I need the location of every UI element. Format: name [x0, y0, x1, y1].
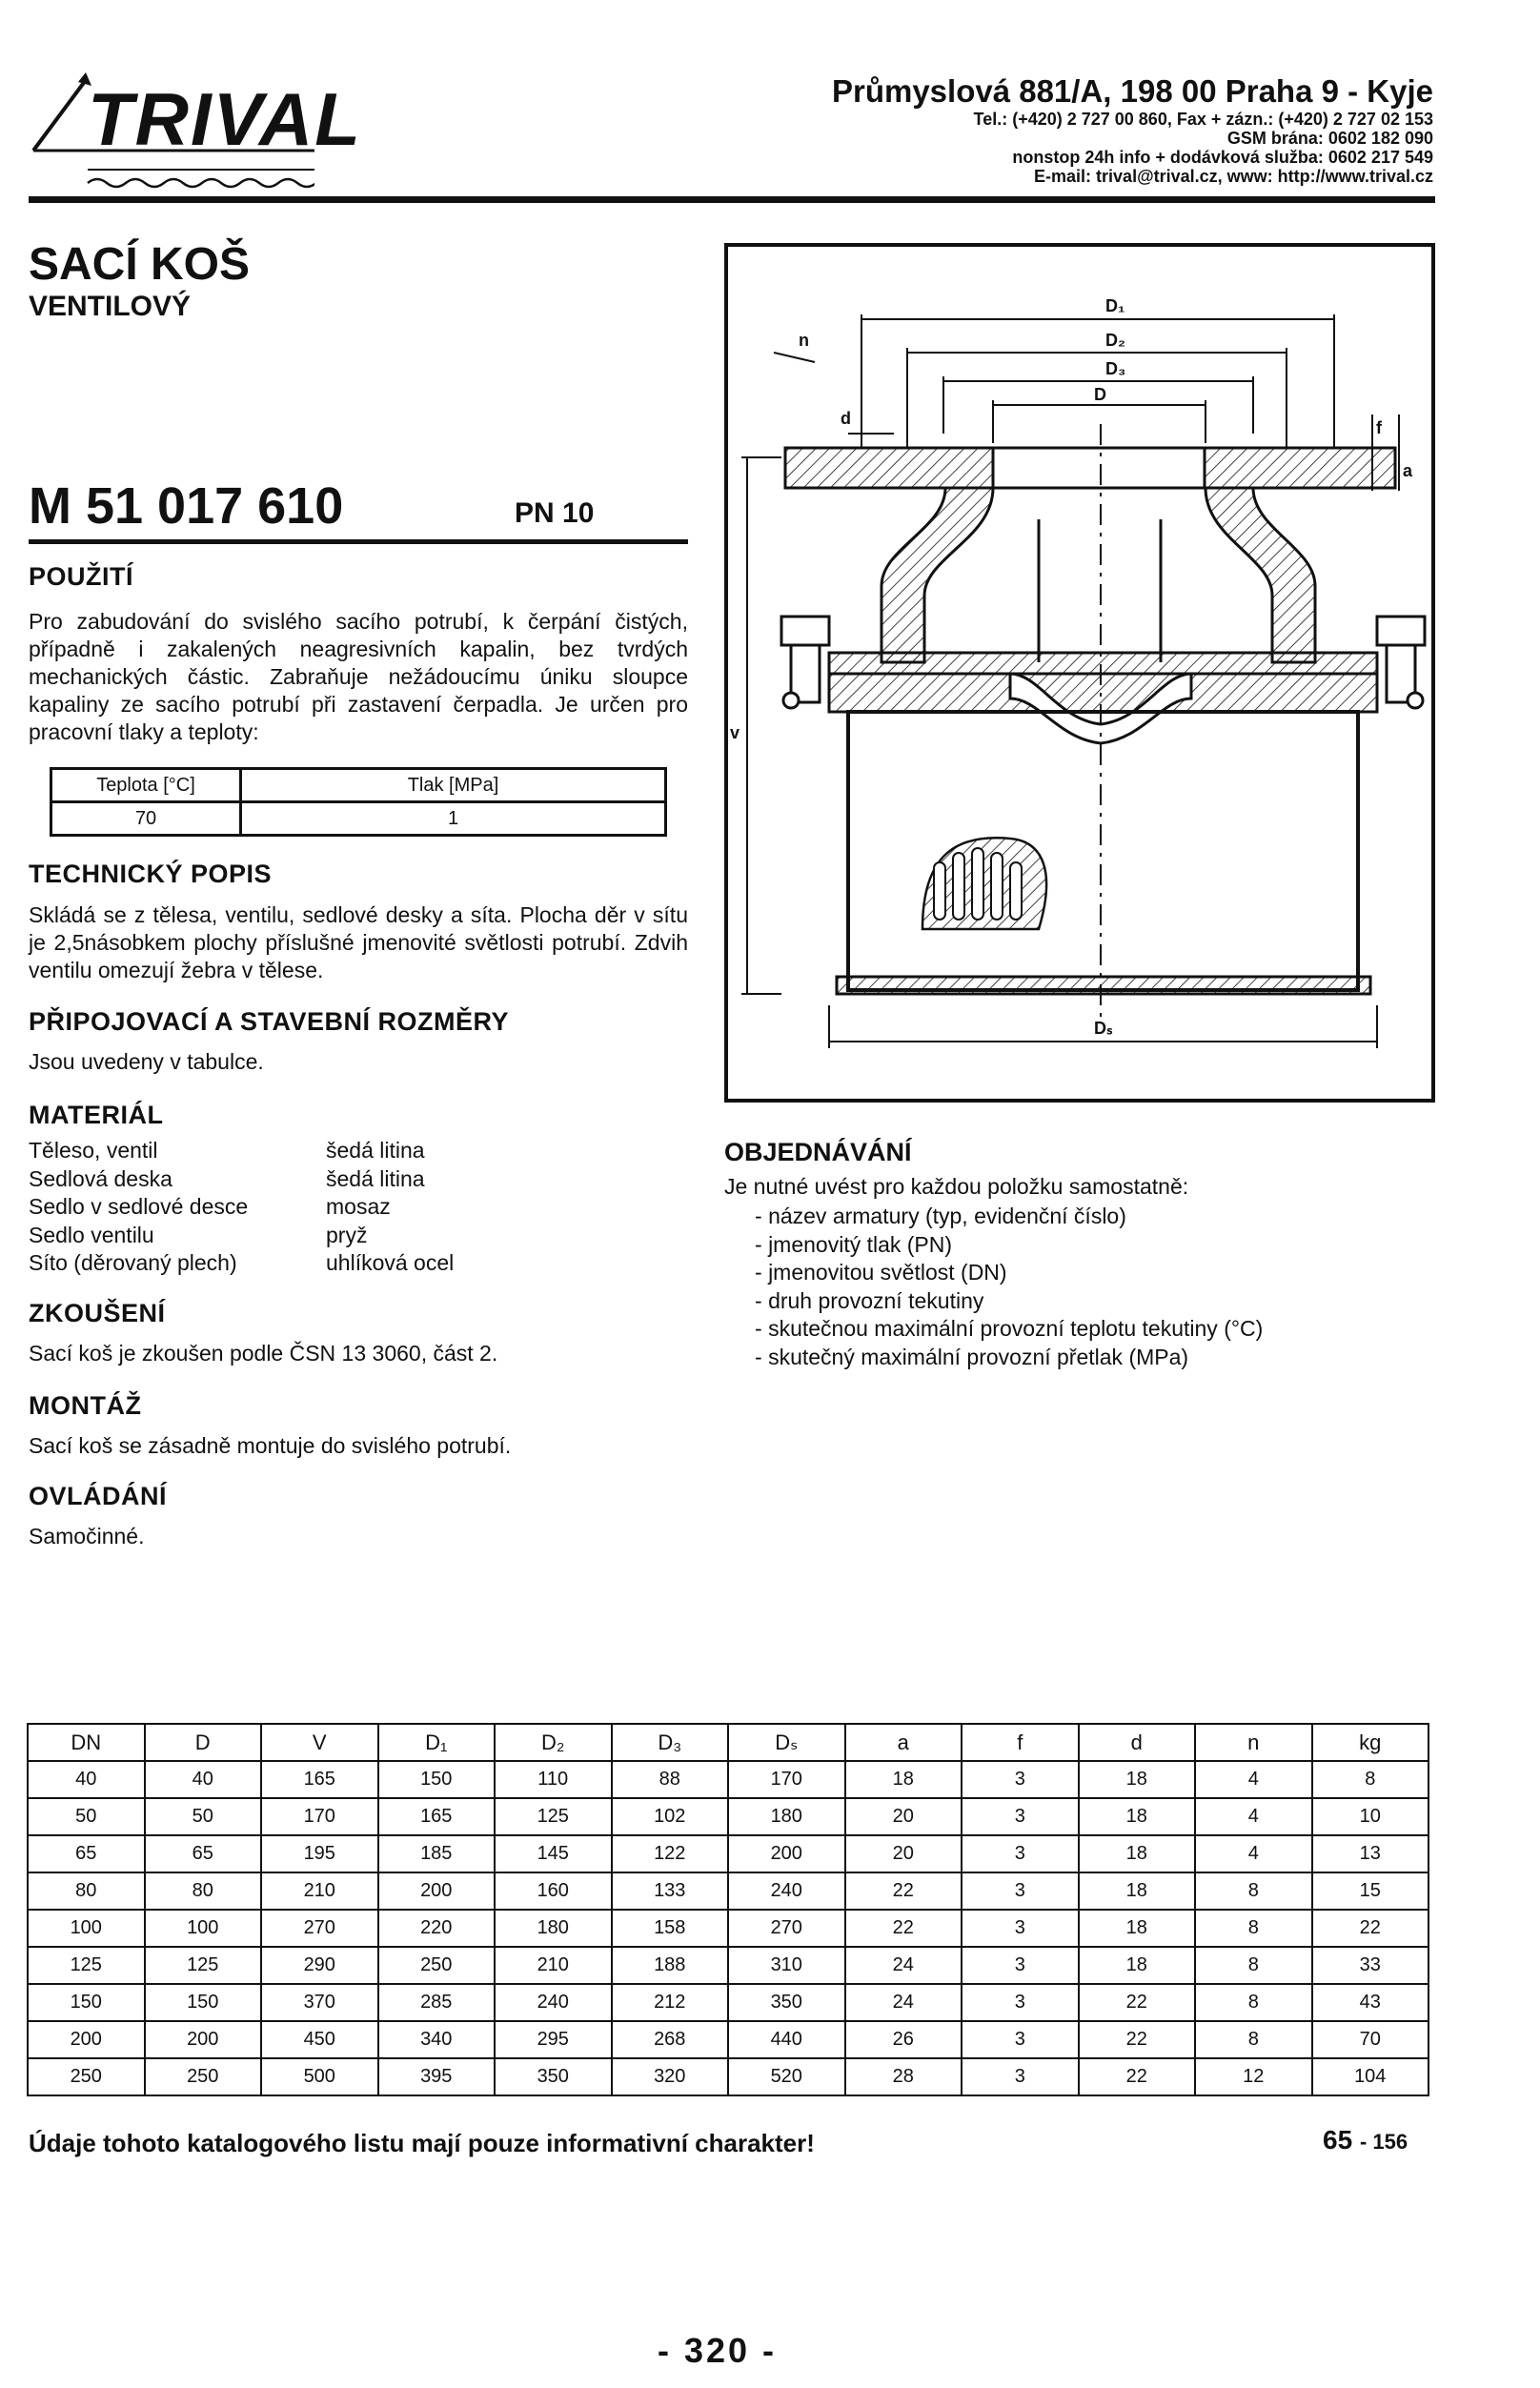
table-cell: 200 — [145, 2021, 262, 2058]
table-cell: 22 — [1079, 2058, 1196, 2095]
table-cell: 320 — [612, 2058, 729, 2095]
table-cell: 180 — [495, 1910, 612, 1947]
table-cell: 165 — [261, 1761, 378, 1798]
dims-header: D — [145, 1724, 262, 1761]
table-cell: 165 — [378, 1798, 496, 1835]
table-cell: 65 — [28, 1835, 145, 1872]
table-cell: 295 — [495, 2021, 612, 2058]
dims-header: f — [962, 1724, 1079, 1761]
table-cell: 20 — [845, 1835, 962, 1872]
material-row: Těleso, ventil šedá litina — [29, 1138, 425, 1163]
table-cell: 102 — [612, 1798, 729, 1835]
table-cell: 18 — [1079, 1835, 1196, 1872]
table-cell: 145 — [495, 1835, 612, 1872]
test-text: Sací koš je zkoušen podle ČSN 13 3060, část 2. — [29, 1341, 498, 1366]
table-cell: 22 — [845, 1872, 962, 1910]
mount-text: Sací koš se zásadně montuje do svislého potrubí. — [29, 1433, 512, 1458]
table-cell: 88 — [612, 1761, 729, 1798]
header-rule — [29, 196, 1435, 203]
table-cell: 340 — [378, 2021, 496, 2058]
table-row — [28, 1984, 1429, 2021]
table-cell: 26 — [845, 2021, 962, 2058]
table-cell: 3 — [962, 2021, 1079, 2058]
use-text: Pro zabudování do svislého sacího potrubí, k čerpání čistých, případně i zakalených neagresivních kapalin, bez tvrdých mechanických částic. Zabraňuje nežádoucímu úniku sloupce kapaliny ze sacího potrubí při zastavení čerpadla. Je určen pro pracovní tlaky a teploty: — [29, 609, 688, 744]
table-cell: 50 — [28, 1798, 145, 1835]
table-cell: 65 — [145, 1835, 262, 1872]
material-row: Síto (děrovaný plech) uhlíková ocel — [29, 1250, 455, 1275]
table-cell: 200 — [378, 1872, 496, 1910]
table-cell: 520 — [728, 2058, 845, 2095]
table-cell: 3 — [962, 1761, 1079, 1798]
table-row — [28, 2058, 1429, 2095]
table-cell: 18 — [1079, 1798, 1196, 1835]
table-cell: 440 — [728, 2021, 845, 2058]
table-cell: 22 — [1312, 1910, 1429, 1947]
table-cell: 125 — [28, 1947, 145, 1984]
table-cell: 40 — [145, 1761, 262, 1798]
table-cell: 3 — [962, 1984, 1079, 2021]
conn-text: Jsou uvedeny v tabulce. — [29, 1049, 264, 1074]
material-heading: MATERIÁL — [29, 1101, 164, 1129]
company-nonstop: nonstop 24h info + dodávková služba: 0602 217 549 — [1012, 148, 1433, 168]
table-cell: 4 — [1195, 1761, 1312, 1798]
pt-temp-value: 70 — [51, 802, 241, 836]
table-cell: 104 — [1312, 2058, 1429, 2095]
order-section — [724, 1139, 1263, 1371]
table-cell: 240 — [728, 1872, 845, 1910]
conn-heading: PŘIPOJOVACÍ A STAVEBNÍ ROZMĚRY — [29, 1007, 510, 1036]
company-logo — [29, 67, 362, 200]
technical-drawing — [724, 243, 1435, 1103]
control-text: Samočinné. — [29, 1524, 145, 1548]
tech-heading: TECHNICKÝ POPIS — [29, 860, 273, 888]
table-row — [28, 1761, 1429, 1798]
dims-header: DN — [28, 1724, 145, 1761]
company-gsm: GSM brána: 0602 182 090 — [1226, 129, 1433, 149]
order-item: - druh provozní tekutiny — [755, 1287, 1263, 1316]
material-list — [29, 1137, 454, 1278]
table-cell: 8 — [1195, 1947, 1312, 1984]
label-v: v — [730, 723, 740, 742]
table-cell: 22 — [845, 1910, 962, 1947]
mount-heading: MONTÁŽ — [29, 1391, 142, 1420]
table-cell: 18 — [1079, 1947, 1196, 1984]
table-cell: 200 — [728, 1835, 845, 1872]
label-d1: D₁ — [1105, 296, 1125, 315]
order-item: - název armatury (typ, evidenční číslo) — [755, 1203, 1263, 1231]
table-row — [28, 1872, 1429, 1910]
material-row: Sedlo ventilu pryž — [29, 1222, 368, 1247]
table-cell: 3 — [962, 2058, 1079, 2095]
table-cell: 188 — [612, 1947, 729, 1984]
product-pn: PN 10 — [515, 497, 595, 529]
tech-text: Skládá se z tělesa, ventilu, sedlové desky a síta. Plocha děr v sítu je 2,5násobkem plochy příslušné jmenovité světlosti potrubí. Zdvih ventilu omezují žebra v tělese. — [29, 902, 688, 982]
contact-block — [832, 74, 1433, 187]
table-cell: 150 — [145, 1984, 262, 2021]
table-cell: 250 — [28, 2058, 145, 2095]
model-rule — [29, 539, 688, 544]
dims-header-row — [28, 1724, 1429, 1761]
table-cell: 33 — [1312, 1947, 1429, 1984]
table-cell: 133 — [612, 1872, 729, 1910]
table-cell: 200 — [28, 2021, 145, 2058]
order-item: - skutečnou maximální provozní teplotu tekutiny (°C) — [755, 1315, 1263, 1344]
label-d: D — [1094, 385, 1106, 404]
table-row — [28, 1835, 1429, 1872]
dims-header: kg — [1312, 1724, 1429, 1761]
table-cell: 15 — [1312, 1872, 1429, 1910]
page-code — [1323, 2125, 1408, 2155]
suction-strainer-drawing-icon — [724, 243, 1435, 1103]
logo-text: TRIVAL — [88, 77, 362, 161]
label-ds: Dₛ — [1094, 1019, 1113, 1038]
table-row — [28, 1910, 1429, 1947]
table-cell: 210 — [495, 1947, 612, 1984]
table-row — [28, 1947, 1429, 1984]
pt-press-value: 1 — [241, 802, 666, 836]
order-item: - jmenovitý tlak (PN) — [755, 1231, 1263, 1260]
table-cell: 8 — [1195, 1910, 1312, 1947]
table-cell: 22 — [1079, 1984, 1196, 2021]
dims-header: a — [845, 1724, 962, 1761]
table-row — [28, 2021, 1429, 2058]
dims-header: D₂ — [495, 1724, 612, 1761]
dims-body — [28, 1761, 1429, 2095]
table-cell: 158 — [612, 1910, 729, 1947]
material-row: Sedlová deska šedá litina — [29, 1165, 425, 1191]
table-cell: 180 — [728, 1798, 845, 1835]
order-heading: OBJEDNÁVÁNÍ — [724, 1138, 912, 1166]
pt-head-press: Tlak [MPa] — [241, 769, 666, 802]
table-cell: 70 — [1312, 2021, 1429, 2058]
page-code-sub: - 156 — [1359, 2130, 1408, 2154]
label-n: n — [799, 331, 809, 350]
dims-header: n — [1195, 1724, 1312, 1761]
table-cell: 8 — [1312, 1761, 1429, 1798]
footer-note: Údaje tohoto katalogového listu mají pouze informativní charakter! — [29, 2129, 815, 2157]
table-cell: 28 — [845, 2058, 962, 2095]
table-cell: 350 — [728, 1984, 845, 2021]
table-cell: 13 — [1312, 1835, 1429, 1872]
table-cell: 12 — [1195, 2058, 1312, 2095]
product-title: SACÍ KOŠ — [29, 239, 251, 290]
table-row — [28, 1798, 1429, 1835]
table-cell: 122 — [612, 1835, 729, 1872]
table-cell: 18 — [1079, 1872, 1196, 1910]
material-row: Sedlo v sedlové desce mosaz — [29, 1194, 391, 1219]
table-cell: 125 — [495, 1798, 612, 1835]
table-cell: 370 — [261, 1984, 378, 2021]
table-cell: 290 — [261, 1947, 378, 1984]
dims-header: d — [1079, 1724, 1196, 1761]
table-cell: 150 — [378, 1761, 496, 1798]
table-cell: 170 — [728, 1761, 845, 1798]
order-item: - jmenovitou světlost (DN) — [755, 1259, 1263, 1287]
dims-header: Dₛ — [728, 1724, 845, 1761]
label-a: a — [1403, 461, 1413, 480]
table-cell: 3 — [962, 1947, 1079, 1984]
table-cell: 250 — [378, 1947, 496, 1984]
table-cell: 24 — [845, 1984, 962, 2021]
table-cell: 210 — [261, 1872, 378, 1910]
table-cell: 170 — [261, 1798, 378, 1835]
table-cell: 150 — [28, 1984, 145, 2021]
dims-header: D₃ — [612, 1724, 729, 1761]
table-cell: 80 — [145, 1872, 262, 1910]
table-cell: 8 — [1195, 2021, 1312, 2058]
table-cell: 18 — [1079, 1761, 1196, 1798]
table-cell: 4 — [1195, 1798, 1312, 1835]
label-small-d: d — [841, 409, 851, 428]
product-model: M 51 017 610 — [29, 477, 344, 535]
table-cell: 18 — [845, 1761, 962, 1798]
use-heading: POUŽITÍ — [29, 562, 133, 591]
table-cell: 24 — [845, 1947, 962, 1984]
table-cell: 22 — [1079, 2021, 1196, 2058]
table-cell: 500 — [261, 2058, 378, 2095]
table-cell: 310 — [728, 1947, 845, 1984]
test-heading: ZKOUŠENÍ — [29, 1299, 166, 1327]
table-cell: 80 — [28, 1872, 145, 1910]
table-cell: 43 — [1312, 1984, 1429, 2021]
dimensions-table — [27, 1723, 1429, 2096]
table-cell: 270 — [261, 1910, 378, 1947]
table-cell: 160 — [495, 1872, 612, 1910]
label-d2: D₂ — [1105, 331, 1125, 350]
table-cell: 185 — [378, 1835, 496, 1872]
order-list — [755, 1203, 1263, 1371]
order-item: - skutečný maximální provozní přetlak (MPa) — [755, 1344, 1263, 1372]
company-email-web: E-mail: trival@trival.cz, www: http://www.trival.cz — [1034, 167, 1433, 187]
pt-head-temp: Teplota [°C] — [51, 769, 241, 802]
table-cell: 20 — [845, 1798, 962, 1835]
page-code-main: 65 — [1323, 2125, 1353, 2155]
table-cell: 250 — [145, 2058, 262, 2095]
table-cell: 125 — [145, 1947, 262, 1984]
pressure-temperature-table — [50, 767, 667, 837]
company-phone: Tel.: (+420) 2 727 00 860, Fax + zázn.: (+420) 2 727 02 153 — [973, 109, 1433, 129]
table-cell: 100 — [145, 1910, 262, 1947]
table-cell: 8 — [1195, 1872, 1312, 1910]
order-intro: Je nutné uvést pro každou položku samostatně: — [724, 1173, 1189, 1199]
company-address: Průmyslová 881/A, 198 00 Praha 9 - Kyje — [831, 73, 1433, 109]
table-cell: 195 — [261, 1835, 378, 1872]
product-subtitle: VENTILOVÝ — [29, 291, 192, 322]
page-number: - 320 - — [658, 2331, 778, 2370]
table-cell: 40 — [28, 1761, 145, 1798]
table-cell: 270 — [728, 1910, 845, 1947]
table-cell: 4 — [1195, 1835, 1312, 1872]
dims-header: V — [261, 1724, 378, 1761]
table-cell: 3 — [962, 1910, 1079, 1947]
label-f: f — [1376, 418, 1382, 437]
table-cell: 240 — [495, 1984, 612, 2021]
label-d3: D₃ — [1105, 359, 1126, 378]
table-cell: 8 — [1195, 1984, 1312, 2021]
table-cell: 110 — [495, 1761, 612, 1798]
table-cell: 10 — [1312, 1798, 1429, 1835]
table-cell: 395 — [378, 2058, 496, 2095]
table-cell: 18 — [1079, 1910, 1196, 1947]
table-cell: 3 — [962, 1872, 1079, 1910]
table-cell: 350 — [495, 2058, 612, 2095]
table-cell: 450 — [261, 2021, 378, 2058]
table-cell: 268 — [612, 2021, 729, 2058]
dims-header: D₁ — [378, 1724, 496, 1761]
table-cell: 285 — [378, 1984, 496, 2021]
table-cell: 3 — [962, 1798, 1079, 1835]
table-cell: 100 — [28, 1910, 145, 1947]
table-cell: 3 — [962, 1835, 1079, 1872]
table-cell: 220 — [378, 1910, 496, 1947]
control-heading: OVLÁDÁNÍ — [29, 1482, 167, 1510]
table-cell: 50 — [145, 1798, 262, 1835]
table-cell: 212 — [612, 1984, 729, 2021]
